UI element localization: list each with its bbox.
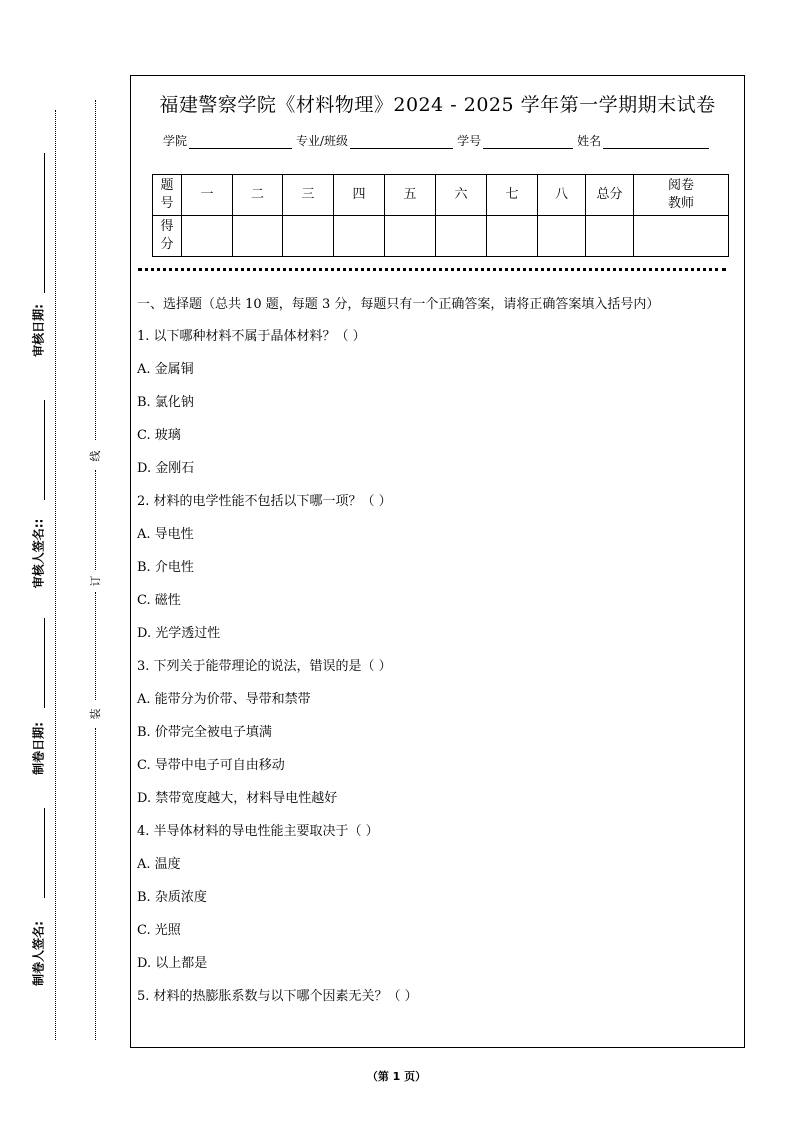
major-class-label: 专业/班级	[296, 134, 349, 148]
question-line: 5. 材料的热膨胀系数与以下哪个因素无关？（ ）	[137, 989, 418, 1004]
review-date-label: 审核日期:	[31, 304, 46, 357]
option-line: C. 导带中电子可自由移动	[137, 758, 285, 773]
reviewer-signature-label: 审核人签名::	[31, 518, 46, 589]
score-header-cell: 五	[385, 175, 436, 216]
score-input-cell[interactable]	[283, 216, 334, 257]
score-header-cell: 六	[436, 175, 487, 216]
score-header-cell: 七	[487, 175, 538, 216]
question-line: 4. 半导体材料的导电性能主要取决于（ ）	[137, 824, 379, 839]
name-blank[interactable]	[603, 135, 709, 149]
score-input-cell[interactable]	[538, 216, 586, 257]
name-label: 姓名	[577, 134, 602, 148]
option-line: D. 禁带宽度越大，材料导电性越好	[137, 791, 338, 806]
score-table-score-row	[153, 216, 729, 257]
outer-dotted-line	[55, 110, 56, 1040]
section-title: 一、选择题（总共 10 题，每题 3 分，每题只有一个正确答案，请将正确答案填入括号内）	[137, 297, 660, 312]
student-id-label: 学号	[457, 134, 482, 148]
binding-staple-char: 订	[89, 575, 102, 587]
score-header-cell: 题号	[153, 175, 182, 216]
page-number: （第 1 页）	[366, 1070, 427, 1083]
review-date-line	[44, 153, 45, 293]
option-line: C. 光照	[137, 923, 181, 938]
inner-dotted-line-1	[95, 100, 96, 440]
question-line: 3. 下列关于能带理论的说法，错误的是（ ）	[137, 659, 392, 674]
exam-frame	[130, 75, 745, 1048]
maker-signature-label: 制卷人签名:	[31, 921, 46, 986]
option-line: B. 介电性	[137, 560, 194, 575]
option-line: A. 温度	[137, 857, 181, 872]
option-line: B. 价带完全被电子填满	[137, 725, 272, 740]
score-table-header-row	[153, 175, 729, 216]
dotted-separator	[138, 268, 726, 271]
college-label: 学院	[163, 134, 188, 148]
option-line: B. 氯化钠	[137, 395, 194, 410]
option-line: A. 导电性	[137, 527, 194, 542]
score-header-cell: 一	[182, 175, 233, 216]
inner-dotted-line-3	[95, 592, 96, 700]
maker-signature-line	[44, 808, 45, 898]
option-line: D. 金刚石	[137, 461, 195, 476]
score-input-cell[interactable]	[182, 216, 233, 257]
score-header-cell: 二	[233, 175, 283, 216]
section-choice-questions	[137, 293, 727, 1018]
score-input-cell[interactable]	[436, 216, 487, 257]
inner-dotted-line-2	[95, 470, 96, 570]
score-input-cell[interactable]	[334, 216, 385, 257]
option-line: C. 磁性	[137, 593, 181, 608]
question-line: 2. 材料的电学性能不包括以下哪一项？（ ）	[137, 494, 392, 509]
score-input-cell[interactable]	[586, 216, 634, 257]
question-line: 1. 以下哪种材料不属于晶体材料？（ ）	[137, 329, 366, 344]
option-line: B. 杂质浓度	[137, 890, 207, 905]
score-input-cell[interactable]	[233, 216, 283, 257]
score-header-cell: 四	[334, 175, 385, 216]
score-header-cell: 总分	[586, 175, 634, 216]
reviewer-signature-line	[44, 400, 45, 500]
inner-dotted-line-4	[95, 728, 96, 1040]
college-blank[interactable]	[189, 135, 292, 149]
binding-line-char: 线	[89, 450, 102, 462]
score-header-cell: 八	[538, 175, 586, 216]
major-class-blank[interactable]	[350, 135, 453, 149]
score-header-cell: 阅卷教师	[634, 175, 729, 216]
student-info-row	[163, 132, 713, 149]
binding-bind-char: 装	[89, 708, 102, 720]
score-input-cell[interactable]	[634, 216, 729, 257]
score-input-cell[interactable]	[487, 216, 538, 257]
option-line: C. 玻璃	[137, 428, 181, 443]
student-id-blank[interactable]	[483, 135, 573, 149]
score-input-cell[interactable]	[385, 216, 436, 257]
score-row-label: 得分	[153, 216, 182, 257]
exam-title: 福建警察学院《材料物理》2024 - 2025 学年第一学期期末试卷	[159, 94, 716, 116]
make-date-line	[44, 618, 45, 708]
option-line: A. 能带分为价带、导带和禁带	[137, 692, 311, 707]
score-header-cell: 三	[283, 175, 334, 216]
score-table	[152, 174, 729, 257]
make-date-label: 制卷日期:	[31, 722, 46, 775]
option-line: D. 光学透过性	[137, 626, 221, 641]
option-line: D. 以上都是	[137, 956, 208, 971]
option-line: A. 金属铜	[137, 362, 194, 377]
